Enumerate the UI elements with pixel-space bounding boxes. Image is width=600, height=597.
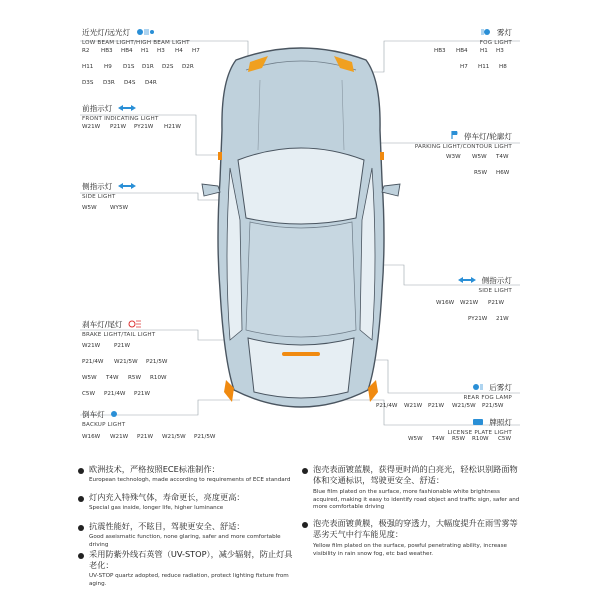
group-fog bbox=[480, 20, 512, 47]
bulb-code: W5W bbox=[82, 375, 97, 381]
group-title-en: PARKING LIGHT/CONTOUR LIGHT bbox=[414, 144, 512, 150]
license-plate-codes bbox=[408, 436, 518, 444]
bulb-code: H1 bbox=[480, 48, 488, 54]
bulb-code: H6W bbox=[496, 170, 510, 176]
backup-codes bbox=[82, 434, 232, 442]
bulb-code: T4W bbox=[432, 436, 445, 442]
bulb-code: H3 bbox=[157, 48, 165, 54]
feature-cn: 泡壳表面镀蓝膜，获得更时尚的白亮光，轻松识别路面物体和交通标识，驾驶更安全、舒适： bbox=[313, 464, 518, 485]
bulb-code: P21/4W bbox=[104, 391, 126, 397]
group-title-en: BRAKE LIGHT/TAIL LIGHT bbox=[82, 332, 156, 338]
group-header bbox=[82, 402, 125, 422]
group-title-en: REAR FOG LAMP bbox=[463, 395, 512, 401]
feature-cn: 欧洲技术，严格按照ECE标准制作： bbox=[89, 464, 220, 474]
group-side-light-left bbox=[82, 174, 137, 201]
group-title-en: SIDE LIGHT bbox=[82, 194, 116, 200]
brake-light-icon bbox=[128, 313, 142, 332]
bulb-code: HB3 bbox=[101, 48, 113, 54]
group-title-cn: 牌照灯 bbox=[489, 418, 512, 427]
side-left-codes bbox=[82, 205, 162, 213]
group-parking bbox=[415, 124, 512, 151]
brake-tail-codes bbox=[82, 343, 192, 401]
bulb-code: W21W bbox=[110, 434, 129, 440]
bulb-code: P21W bbox=[134, 391, 151, 397]
bulb-code: W16W bbox=[82, 434, 101, 440]
bulb-code: R2 bbox=[82, 48, 90, 54]
bulb-code: P21/4W bbox=[376, 403, 398, 409]
group-rear-fog bbox=[463, 375, 512, 402]
bulb-code: W21/5W bbox=[114, 359, 138, 365]
bulb-code: C5W bbox=[498, 436, 511, 442]
bulb-code: D1S bbox=[123, 64, 135, 70]
bulb-code: W16W bbox=[436, 300, 455, 306]
high-stop-light bbox=[282, 352, 320, 356]
right-front-indicator bbox=[380, 152, 384, 160]
bulb-code: W21W bbox=[82, 343, 101, 349]
group-license-plate bbox=[447, 410, 512, 437]
bulb-code: HB3 bbox=[434, 48, 446, 54]
bulb-code: D4S bbox=[124, 80, 136, 86]
bulb-code: T4W bbox=[496, 154, 509, 160]
bulb-code: W21W bbox=[460, 300, 479, 306]
group-title-cn: 后雾灯 bbox=[489, 383, 512, 392]
group-title-en: FOG LIGHT bbox=[479, 40, 512, 46]
right-mirror bbox=[382, 184, 400, 196]
feature-en: UV-STOP quartz adopted, reduce radiation, protect lighting fixture from aging. bbox=[89, 573, 289, 587]
bulb-code: HB4 bbox=[456, 48, 468, 54]
parking-codes bbox=[446, 154, 516, 178]
bullet-icon bbox=[78, 468, 84, 474]
group-backup bbox=[82, 402, 125, 429]
group-header bbox=[480, 20, 512, 40]
low-high-beam-codes bbox=[82, 48, 212, 90]
bulb-code: H7 bbox=[192, 48, 200, 54]
bulb-code: H7 bbox=[460, 64, 468, 70]
group-front-indicating bbox=[82, 96, 158, 123]
bulb-code: HB4 bbox=[121, 48, 133, 54]
bulb-code: W21/5W bbox=[162, 434, 186, 440]
windshield bbox=[238, 148, 364, 224]
turn-arrows-icon bbox=[117, 175, 137, 194]
turn-arrows-icon bbox=[457, 269, 477, 288]
bulb-code: P21W bbox=[114, 343, 131, 349]
feature-en: Special gas inside, longer life, higher luminance bbox=[89, 505, 224, 511]
bullet-icon bbox=[302, 468, 308, 474]
left-front-indicator bbox=[218, 152, 222, 160]
group-title-en: LOW BEAM LIGHT/HIGH BEAM LIGHT bbox=[82, 40, 190, 46]
bulb-code: D3S bbox=[82, 80, 94, 86]
feature-cn: 采用防紫外线石英管（UV-STOP），减少辐射，防止灯具老化： bbox=[89, 549, 293, 570]
bulb-code: H11 bbox=[478, 64, 490, 70]
bulb-code: WY5W bbox=[110, 205, 129, 211]
bulb-code: H4 bbox=[175, 48, 183, 54]
feature-cn: 泡壳表面镀黄膜，极强的穿透力，大幅度提升在雨雪雾等恶劣天气中行车能见度： bbox=[313, 518, 518, 539]
group-title-en: SIDE LIGHT bbox=[478, 288, 512, 294]
bulb-code: C5W bbox=[82, 391, 95, 397]
bulb-code: 21W bbox=[496, 316, 509, 322]
bulb-code: D2R bbox=[182, 64, 194, 70]
bulb-code: W21W bbox=[404, 403, 423, 409]
bulb-code: R5W bbox=[452, 436, 465, 442]
bullet-icon bbox=[78, 525, 84, 531]
bulb-code: H3 bbox=[496, 48, 504, 54]
car-illustration bbox=[196, 40, 406, 426]
left-mirror bbox=[202, 184, 220, 196]
group-title-en: LICENSE PLATE LIGHT bbox=[447, 430, 512, 436]
feature-en: Good aseismatic function, none glaring, safer and more comfortable driving bbox=[89, 534, 281, 548]
bulb-code: D2S bbox=[162, 64, 174, 70]
bulb-code: R5W bbox=[474, 170, 487, 176]
group-title-cn: 雾灯 bbox=[496, 28, 512, 37]
bulb-code: W5W bbox=[472, 154, 487, 160]
group-title-cn: 刹车灯/尾灯 bbox=[82, 320, 123, 329]
bulb-code: D1R bbox=[142, 64, 154, 70]
feature-en: European technologh, made according to requirements of ECE standard bbox=[89, 477, 291, 483]
bullet-icon bbox=[302, 522, 308, 528]
bulb-code: W21W bbox=[82, 124, 101, 130]
group-title-cn: 侧指示灯 bbox=[481, 276, 512, 285]
bulb-code: D4R bbox=[145, 80, 157, 86]
group-low-high-beam bbox=[82, 20, 190, 47]
parking-light-icon bbox=[449, 125, 459, 144]
bulb-code: W21/5W bbox=[452, 403, 476, 409]
bulb-code: H21W bbox=[164, 124, 181, 130]
group-title-cn: 侧指示灯 bbox=[82, 182, 113, 191]
bulb-code: P21/5W bbox=[194, 434, 216, 440]
bulb-code: R5W bbox=[128, 375, 141, 381]
group-title-cn: 停车灯/轮廓灯 bbox=[463, 132, 512, 141]
rear-window bbox=[248, 338, 354, 398]
group-title-cn: 倒车灯 bbox=[82, 410, 105, 419]
feature-en: Blue film plated on the surface, more fashionable white brightness acquired, making it easy to identify road object and traffic sign, safer and more comfortable driving bbox=[313, 489, 520, 510]
bulb-code: H9 bbox=[104, 64, 112, 70]
bullet-icon bbox=[78, 553, 84, 559]
group-side-light-right bbox=[457, 268, 512, 295]
rear-fog-icon bbox=[472, 376, 484, 395]
bulb-code: PY21W bbox=[134, 124, 154, 130]
group-header bbox=[82, 312, 155, 332]
bullet-icon bbox=[78, 496, 84, 502]
group-title-cn: 近光灯/远光灯 bbox=[82, 28, 131, 37]
bulb-code: P21W bbox=[137, 434, 154, 440]
bulb-code: H1 bbox=[141, 48, 149, 54]
bulb-code: P21/5W bbox=[146, 359, 168, 365]
bulb-code: P21W bbox=[110, 124, 127, 130]
group-header bbox=[447, 410, 512, 430]
group-brake-tail bbox=[82, 312, 155, 339]
bulb-code: PY21W bbox=[468, 316, 488, 322]
side-right-codes bbox=[436, 300, 516, 324]
bulb-code: P21/5W bbox=[482, 403, 504, 409]
bulb-code: H8 bbox=[499, 64, 507, 70]
bulb-code: P21W bbox=[488, 300, 505, 306]
bulb-code: R10W bbox=[150, 375, 167, 381]
feature-en: Yellow film plated on the surface, powful penetrating ability, increase visibility in rain snow fog, etc bad weather. bbox=[313, 543, 507, 557]
group-header bbox=[82, 20, 190, 40]
bulb-code: P21W bbox=[428, 403, 445, 409]
bulb-code: T4W bbox=[106, 375, 119, 381]
license-plate-icon bbox=[472, 411, 484, 430]
turn-arrows-icon bbox=[117, 97, 137, 116]
group-title-en: FRONT INDICATING LIGHT bbox=[82, 116, 159, 122]
group-header bbox=[82, 174, 137, 194]
bulb-code: H11 bbox=[82, 64, 94, 70]
bulb-code: D3R bbox=[103, 80, 115, 86]
group-title-en: BACKUP LIGHT bbox=[82, 422, 126, 428]
group-title-cn: 前指示灯 bbox=[82, 104, 113, 113]
group-header bbox=[457, 268, 512, 288]
bulb-code: R10W bbox=[472, 436, 489, 442]
bulb-code: W3W bbox=[446, 154, 461, 160]
bulb-code: P21/4W bbox=[82, 359, 104, 365]
bulb-code: W5W bbox=[82, 205, 97, 211]
headlight-beam-icon bbox=[135, 21, 155, 40]
front-indicating-codes bbox=[82, 124, 202, 132]
bulb-code: W5W bbox=[408, 436, 423, 442]
group-header bbox=[463, 375, 512, 395]
fog-light-icon bbox=[480, 21, 492, 40]
feature-cn: 抗震性能好，不眩目，驾驶更安全、舒适： bbox=[89, 521, 245, 531]
group-header bbox=[82, 96, 158, 116]
feature-cn: 灯内充入特殊气体，寿命更长，亮度更高： bbox=[89, 492, 245, 502]
backup-light-icon bbox=[110, 403, 120, 422]
fog-codes bbox=[434, 48, 514, 72]
group-header bbox=[415, 124, 512, 144]
